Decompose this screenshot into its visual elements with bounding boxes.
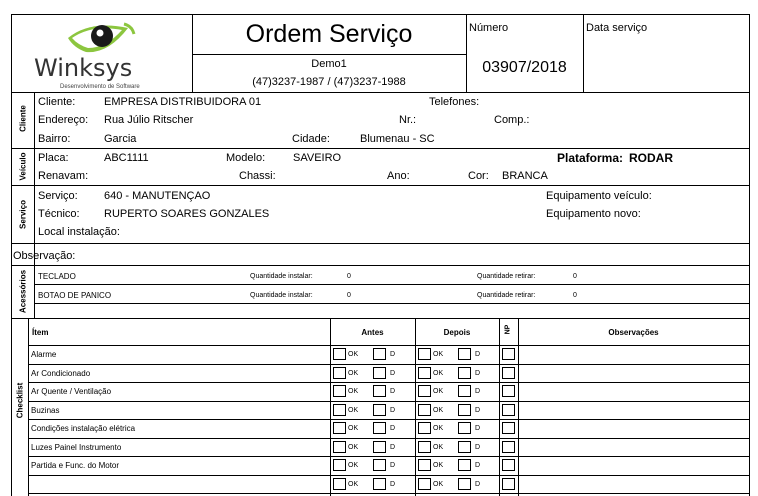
antes-ok-label: OK	[348, 462, 359, 469]
plataforma-label: Plataforma:	[557, 151, 624, 165]
antes-d-label: D	[390, 388, 396, 395]
depois-ok-label: OK	[433, 388, 444, 395]
np-checkbox[interactable]	[502, 348, 515, 360]
depois-ok-label: OK	[433, 425, 444, 432]
comp-label: Comp.:	[494, 114, 530, 126]
servico-label: Serviço:	[38, 190, 78, 202]
logo-text-value: Winksys	[34, 54, 133, 82]
antes-ok-label: OK	[348, 425, 359, 432]
qty-install-label: Quantidade instalar:	[250, 292, 313, 299]
depois-d-label: D	[475, 388, 481, 395]
depois-d-label: D	[475, 351, 481, 358]
company-phones: (47)3237-1987 / (47)3237-1988	[252, 76, 406, 88]
bairro-value: Garcia	[104, 133, 137, 145]
checklist-section-label: Checklist	[15, 382, 25, 419]
ano-label: Ano:	[387, 170, 410, 182]
antes-d-label: D	[390, 481, 396, 488]
servico-value: 640 - MANUTENÇAO	[104, 190, 211, 202]
checklist-item-label: Luzes Painel Instrumento	[31, 443, 122, 452]
row-divider	[28, 401, 749, 402]
cidade-value: Blumenau - SC	[360, 133, 435, 145]
depois-ok-checkbox[interactable]	[418, 459, 431, 471]
depois-ok-checkbox[interactable]	[418, 367, 431, 379]
telefones-label: Telefones:	[429, 96, 480, 108]
bairro-label: Bairro:	[38, 133, 71, 145]
qty-remove-label: Quantidade retirar:	[477, 292, 536, 299]
cidade-label: Cidade:	[292, 133, 330, 145]
qty-install-label: Quantidade instalar:	[250, 273, 313, 280]
renavam-label: Renavam:	[38, 170, 89, 182]
antes-d-label: D	[390, 425, 396, 432]
depois-ok-checkbox[interactable]	[418, 404, 431, 416]
np-checkbox[interactable]	[502, 422, 515, 434]
checklist-item-label: Condições instalação elétrica	[31, 424, 136, 433]
checklist-item-label: Alarme	[31, 350, 57, 359]
qty-remove-value: 0	[573, 292, 577, 299]
modelo-label: Modelo:	[226, 152, 266, 164]
np-checkbox[interactable]	[502, 441, 515, 453]
depois-ok-label: OK	[433, 351, 444, 358]
antes-ok-checkbox[interactable]	[333, 478, 346, 490]
col-depois-header: Depois	[443, 328, 471, 337]
depois-d-checkbox[interactable]	[458, 367, 471, 379]
antes-d-checkbox[interactable]	[373, 478, 386, 490]
observacao-label: Observação:	[13, 250, 76, 262]
row-divider	[28, 364, 749, 365]
row-divider	[28, 438, 749, 439]
cliente-value: EMPRESA DISTRIBUIDORA 01	[104, 96, 262, 108]
antes-d-label: D	[390, 462, 396, 469]
depois-d-label: D	[475, 370, 481, 377]
chassi-label: Chassi:	[239, 170, 276, 182]
antes-ok-label: OK	[348, 388, 359, 395]
antes-ok-checkbox[interactable]	[333, 441, 346, 453]
depois-ok-label: OK	[433, 407, 444, 414]
placa-label: Placa:	[38, 152, 69, 164]
depois-d-checkbox[interactable]	[458, 422, 471, 434]
checklist-item-label: Buzinas	[31, 406, 60, 415]
depois-d-label: D	[475, 407, 481, 414]
placa-value: ABC1111	[104, 152, 149, 164]
antes-ok-label: OK	[348, 481, 359, 488]
depois-d-label: D	[475, 462, 481, 469]
depois-ok-label: OK	[433, 481, 444, 488]
row-divider	[28, 382, 749, 383]
np-checkbox[interactable]	[502, 385, 515, 397]
antes-ok-checkbox[interactable]	[333, 385, 346, 397]
depois-d-checkbox[interactable]	[458, 348, 471, 360]
cor-value: BRANCA	[502, 170, 548, 182]
endereco-value: Rua Júlio Ritscher	[104, 114, 194, 126]
antes-ok-checkbox[interactable]	[333, 367, 346, 379]
company-name: Demo1	[311, 58, 347, 70]
depois-ok-checkbox[interactable]	[418, 478, 431, 490]
np-checkbox[interactable]	[502, 367, 515, 379]
nr-label: Nr.:	[399, 114, 417, 126]
antes-ok-label: OK	[348, 444, 359, 451]
acessorio-name: BOTAO DE PANICO	[38, 291, 112, 300]
np-checkbox[interactable]	[502, 459, 515, 471]
checklist-item-label: Ar Quente / Ventilação	[31, 387, 112, 396]
equip-veiculo-label: Equipamento veículo:	[546, 190, 652, 202]
col-antes-header: Antes	[361, 328, 384, 337]
cliente-section-label: Cliente	[18, 105, 28, 132]
antes-ok-checkbox[interactable]	[333, 422, 346, 434]
modelo-value: SAVEIRO	[293, 152, 342, 164]
qty-remove-value: 0	[573, 273, 577, 280]
col-np-header: NP	[504, 324, 512, 335]
acessorio-name: TECLADO	[38, 272, 76, 281]
antes-d-checkbox[interactable]	[373, 348, 386, 360]
antes-ok-label: OK	[348, 370, 359, 377]
equip-novo-label: Equipamento novo:	[546, 208, 641, 220]
depois-d-checkbox[interactable]	[458, 441, 471, 453]
depois-d-label: D	[475, 481, 481, 488]
depois-ok-label: OK	[433, 444, 444, 451]
np-checkbox[interactable]	[502, 404, 515, 416]
tecnico-value: RUPERTO SOARES GONZALES	[104, 208, 270, 220]
qty-install-value: 0	[347, 273, 351, 280]
numero-value: 03907/2018	[482, 59, 567, 76]
antes-ok-label: OK	[348, 351, 359, 358]
acessorios-section-label: Acessórios	[18, 269, 28, 314]
np-checkbox[interactable]	[502, 478, 515, 490]
antes-d-label: D	[390, 351, 396, 358]
row-divider	[28, 493, 749, 494]
depois-d-checkbox[interactable]	[458, 478, 471, 490]
antes-d-checkbox[interactable]	[373, 367, 386, 379]
antes-ok-label: OK	[348, 407, 359, 414]
depois-ok-checkbox[interactable]	[418, 422, 431, 434]
col-observacoes-header: Observações	[608, 328, 659, 337]
qty-remove-label: Quantidade retirar:	[477, 273, 536, 280]
depois-d-checkbox[interactable]	[458, 385, 471, 397]
plataforma-value: RODAR	[629, 151, 673, 165]
endereco-label: Endereço:	[38, 114, 89, 126]
antes-ok-checkbox[interactable]	[333, 348, 346, 360]
logo-text	[34, 54, 132, 82]
depois-ok-checkbox[interactable]	[418, 348, 431, 360]
depois-d-checkbox[interactable]	[458, 459, 471, 471]
antes-d-checkbox[interactable]	[373, 459, 386, 471]
row-divider	[28, 419, 749, 420]
antes-d-checkbox[interactable]	[373, 385, 386, 397]
numero-label: Número	[469, 22, 509, 34]
data-servico-label: Data serviço	[586, 22, 648, 34]
veiculo-section-label: Veículo	[18, 152, 28, 181]
antes-d-checkbox[interactable]	[373, 441, 386, 453]
antes-d-label: D	[390, 444, 396, 451]
depois-d-label: D	[475, 444, 481, 451]
antes-ok-checkbox[interactable]	[333, 459, 346, 471]
antes-ok-checkbox[interactable]	[333, 404, 346, 416]
qty-install-value: 0	[347, 292, 351, 299]
depois-d-checkbox[interactable]	[458, 404, 471, 416]
document-title: Ordem Serviço	[245, 20, 413, 48]
logo-tagline: Desenvolvimento de Software	[60, 84, 140, 90]
depois-ok-checkbox[interactable]	[418, 441, 431, 453]
antes-d-checkbox[interactable]	[373, 404, 386, 416]
tecnico-label: Técnico:	[38, 208, 80, 220]
local-instalacao-label: Local instalação:	[38, 226, 120, 238]
antes-d-checkbox[interactable]	[373, 422, 386, 434]
checklist-item-label: Partida e Func. do Motor	[31, 461, 120, 470]
row-divider	[28, 456, 749, 457]
row-divider	[28, 475, 749, 476]
servico-section-label: Serviço	[18, 200, 28, 229]
depois-ok-checkbox[interactable]	[418, 385, 431, 397]
cor-label: Cor:	[468, 170, 489, 182]
depois-ok-label: OK	[433, 462, 444, 469]
antes-d-label: D	[390, 370, 396, 377]
cliente-label: Cliente:	[38, 96, 76, 108]
depois-ok-label: OK	[433, 370, 444, 377]
checklist-item-label: Ar Condicionado	[31, 369, 91, 378]
depois-d-label: D	[475, 425, 481, 432]
col-item-header: Ítem	[32, 328, 49, 337]
antes-d-label: D	[390, 407, 396, 414]
